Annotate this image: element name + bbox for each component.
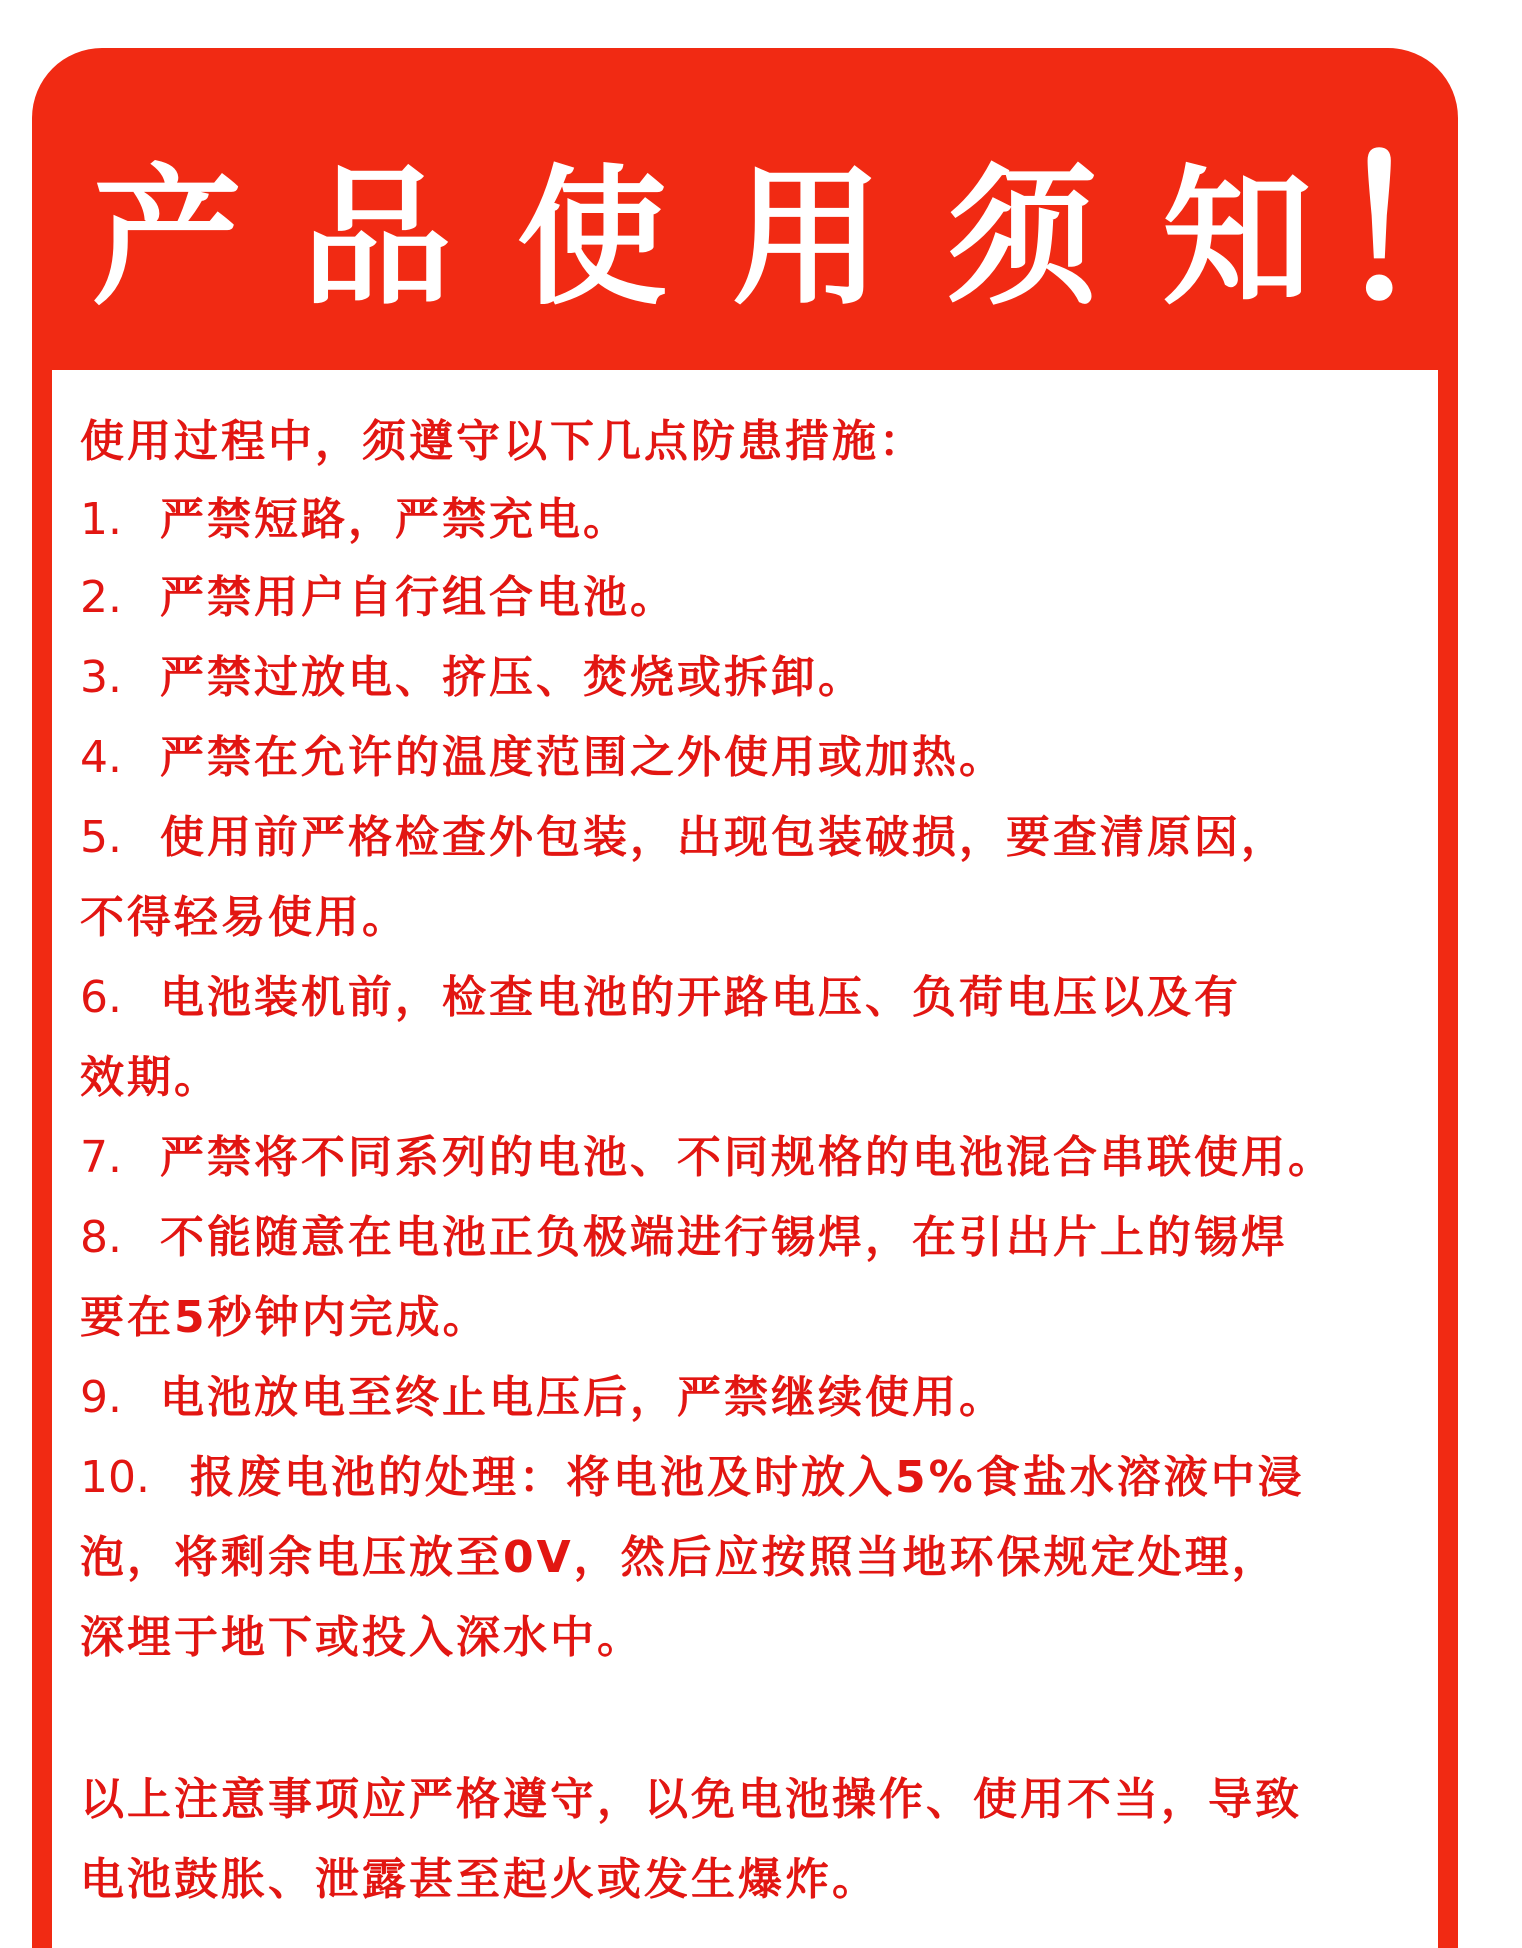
exclamation-icon: ！: [1332, 122, 1522, 343]
rule-text: 电池装机前，检查电池的开路电压、负荷电压以及有: [160, 972, 1241, 1023]
footer-text: 电池鼓胀、泄露甚至起火或发生爆炸。: [80, 1854, 879, 1905]
title-char: 品: [301, 152, 452, 326]
rule-number: 3.: [80, 652, 122, 703]
rule-item: [80, 968, 1440, 1028]
title-char: 使: [516, 152, 667, 326]
rule-number: 10.: [80, 1452, 150, 1503]
rule-item: [80, 728, 1440, 788]
rule-text: 电池放电至终止电压后，严禁继续使用。: [160, 1372, 1006, 1423]
rule-text: 不能随意在电池正负极端进行锡焊，在引出片上的锡焊: [160, 1212, 1288, 1263]
rule-text: 使用前严格检查外包装，出现包装破损，要查清原因，: [160, 812, 1288, 863]
title-char: 产: [91, 152, 242, 326]
rule-number: 6.: [80, 972, 122, 1023]
rule-number: 1.: [80, 494, 122, 545]
rule-text-continuation: 深埋于地下或投入深水中。: [80, 1612, 644, 1663]
rule-item: [80, 1128, 1440, 1188]
rule-item: [80, 648, 1440, 708]
notice-body: [52, 370, 1438, 1948]
title-char: 须: [946, 152, 1097, 326]
rule-number: 8.: [80, 1212, 122, 1263]
rule-text-continuation: 要在5秒钟内完成。: [80, 1292, 490, 1343]
rule-number: 5.: [80, 812, 122, 863]
rule-text: 严禁在允许的温度范围之外使用或加热。: [160, 732, 1006, 783]
rule-item: [80, 808, 1440, 868]
notice-title: [32, 48, 1522, 370]
rule-text: 严禁用户自行组合电池。: [160, 572, 677, 623]
rule-item: [80, 1208, 1440, 1268]
rule-text-continuation: 效期。: [80, 1052, 221, 1103]
rule-number: 2.: [80, 572, 122, 623]
intro-text: 使用过程中，须遵守以下几点防患措施：: [80, 416, 926, 467]
rule-text-continuation: 泡，将剩余电压放至0V，然后应按照当地环保规定处理，: [80, 1532, 1279, 1583]
rule-number: 7.: [80, 1132, 122, 1183]
rule-text: 报废电池的处理：将电池及时放入5%食盐水溶液中浸: [190, 1452, 1305, 1503]
rule-number: 4.: [80, 732, 122, 783]
rule-item: [80, 1368, 1440, 1428]
rule-item: [80, 568, 1440, 628]
footer-text: 以上注意事项应严格遵守，以免电池操作、使用不当，导致: [80, 1774, 1302, 1825]
notice-card: [32, 48, 1522, 1948]
rule-item: [80, 1448, 1440, 1508]
rule-text: 严禁过放电、挤压、焚烧或拆卸。: [160, 652, 865, 703]
title-char: 知: [1161, 152, 1312, 326]
rule-item: [80, 490, 1440, 550]
rule-text: 严禁短路，严禁充电。: [160, 494, 630, 545]
rule-text-continuation: 不得轻易使用。: [80, 892, 409, 943]
rule-text: 严禁将不同系列的电池、不同规格的电池混合串联使用。: [160, 1132, 1335, 1183]
rule-number: 9.: [80, 1372, 122, 1423]
title-char: 用: [731, 152, 882, 326]
